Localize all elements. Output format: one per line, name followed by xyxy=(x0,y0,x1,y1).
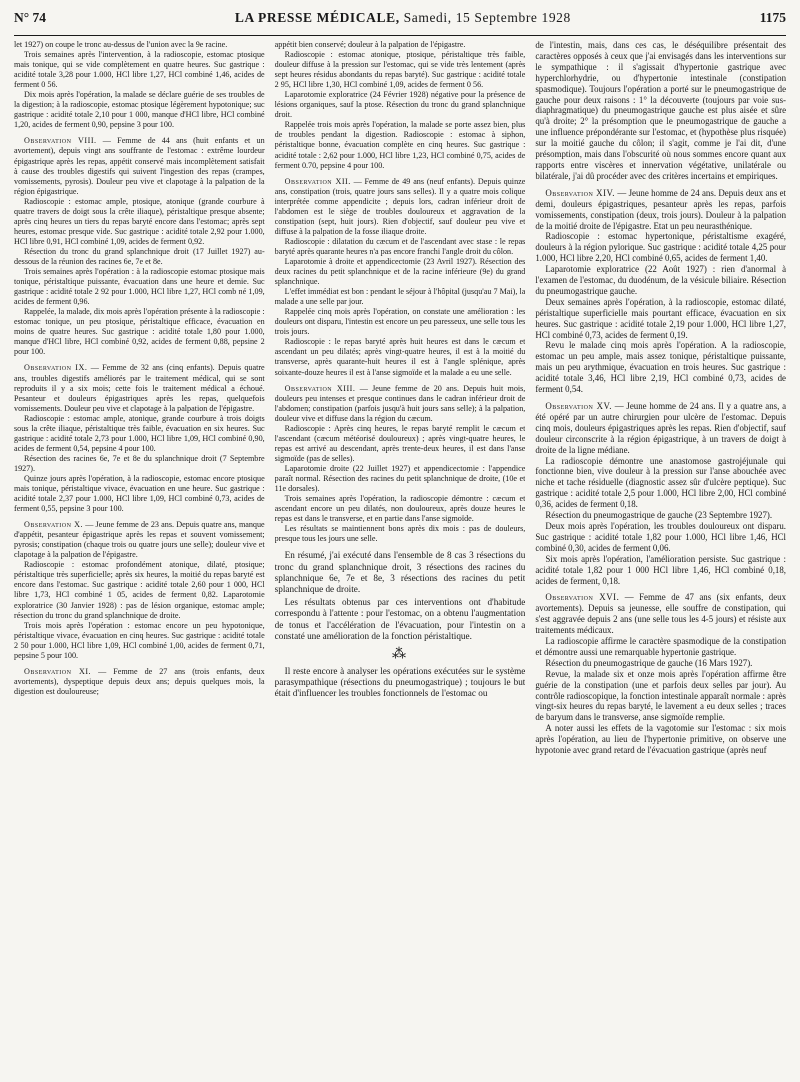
paragraph-text: — Jeune femme de 20 ans. Depuis huit mois, douleurs peu intenses et presque continues dans le cadran inférieur droit de l'abdomen; constipation (parfois jusqu'à huit jours sans selle); à la palpation, douleur vive et diffuse dans la région du cæcum. xyxy=(274,383,526,423)
paragraph-text: Résection du pneumogastrique de gauche (23 Septembre 1927). xyxy=(545,510,773,521)
body-paragraph xyxy=(535,554,786,587)
body-paragraph xyxy=(14,414,265,454)
body-paragraph xyxy=(275,90,526,120)
body-paragraph xyxy=(275,597,526,642)
body-paragraph xyxy=(14,90,265,130)
observation-paragraph xyxy=(535,401,786,456)
body-paragraph xyxy=(535,40,786,182)
paragraph-text: Radioscopie : dilatation du cæcum et de l'ascendant avec stase : le repas baryté après quarante heures n'a pas encore franchi l'angle droit du côlon. xyxy=(274,236,526,256)
observation-paragraph xyxy=(14,520,265,560)
body-paragraph xyxy=(275,666,526,700)
paragraph-text: Dix mois après l'opération, la malade se déclare guérie de ses troubles de la digestion; à la radioscopie, estomac ptosique légèrement hypotonique; suc gastrique : acidité totale 2,10 pour 1 000, manque d'HCl libre, HCl combiné 1,20, acides de ferment 0,90, pepsine 3 pour 100. xyxy=(14,90,265,130)
paragraph-text: Laparotomie exploratrice (22 Août 1927) : rien d'anormal à l'examen de l'estomac, du duodénum, de la vésicule biliaire. Résection du pneumogastrique gauche. xyxy=(535,264,787,296)
text-columns xyxy=(14,40,786,1076)
paragraph-text: — Femme de 47 ans (six enfants, deux avortements). Depuis sa jeunesse, elle souffre de constipation, qui s'est aggravée depuis 2 ans (une selle tous les 4-5 jours) et résiste aux traitements médicaux. xyxy=(535,592,787,636)
paragraph-text: Il reste encore à analyser les opérations exécutées sur le système parasympathique (résections du pneumogastrique) ; toujours le but était d'influencer les troubles fonctionnels de l'estomac ou xyxy=(274,665,526,699)
paragraph-text: Revue, la malade six et onze mois après l'opération affirme être guérie de la constipation (une et parfois deux selles par jour). Au contrôle radioscopique, la fonction intestinale apparaît normale : après vingt-six heures du repas baryté, le lavement a eu deux selles ; traces de baryum dans le transverse, anse sigmoïde remplie. xyxy=(535,668,787,723)
paragraph-text: Résection du tronc du grand splanchnique droit (17 Juillet 1927) au-dessous de la réunion des racines 6e, 7e et 8e. xyxy=(14,246,265,266)
body-paragraph xyxy=(535,264,786,297)
paragraph-text: Radioscopie : le repas baryté après huit heures est dans le cæcum et ascendant un peu dilatés; après vingt-quatre heures, il est à la moitié du transverse, après quarante-huit heures il est à l'angle splénique, après soixante-douze heures il est à l'anse sigmoïde et la malade a eu une selle. xyxy=(274,337,526,377)
journal-name: LA PRESSE MÉDICALE, xyxy=(234,10,400,25)
paragraph-text: Trois semaines après l'intervention, à la radioscopie, estomac ptosique mais tonique, qui se vide complètement en quatre heures. Suc gastrique : acidité totale 3,28 pour 1.000, HCl libre 1,27, HCl combiné 1,46, acides de ferment 0 56. xyxy=(14,50,265,90)
paragraph-text: ⁂ xyxy=(392,646,408,662)
body-paragraph xyxy=(14,40,265,50)
body-paragraph xyxy=(275,524,526,544)
issue-number: N° 74 xyxy=(14,10,47,25)
body-paragraph xyxy=(14,247,265,267)
paragraph-text: Radioscopie : estomac profondément atonique, dilaté, ptosique; péristaltique très superficielle; après six heures, la moitié du repas baryté est encore dans l'estomac. Suc gastrique : acidité totale 2,60 pour 1 000, HCl libre 1,73, HCl combiné 1 05, acides de ferment 0,82. Laparotomie exploratrice (30 Janvier 1928) : pas de lésion organique, estomac ample; résection du tronc du grand splanchnique de droite. xyxy=(14,560,265,620)
paragraph-text: Les résultats se maintiennent bons après dix mois : pas de douleurs, presque tous les jours une selle. xyxy=(274,524,526,544)
body-paragraph xyxy=(275,464,526,494)
paragraph-text: Deux mois après l'opération, les troubles douloureux ont disparu. Suc gastrique : acidité totale 1,82 pour 1.000, HCl libre 1,46, HCl combiné 0,30, acides de ferment 0,06. xyxy=(535,520,787,553)
observation-heading: Observation XIV. xyxy=(545,187,616,198)
body-paragraph xyxy=(535,521,786,554)
body-paragraph xyxy=(275,494,526,524)
body-paragraph xyxy=(535,658,786,669)
paragraph-text: L'effet immédiat est bon : pendant le séjour à l'hôpital (jusqu'au 7 Mai), la malade a une selle par jour. xyxy=(274,287,526,307)
paragraph-text: Radioscopie : estomac ample, atonique, grande courbure à trois doigts sous la crête iliaque, péristaltique très faible, évacuation en six heures. Suc gastrique : acidité totale 2,73 pour 1.000, HCl libre 1,09, HCl combiné 0,90, acides de ferment 0,54, pepsine 4 pour 100. xyxy=(14,413,265,453)
column-right xyxy=(535,40,786,1076)
body-paragraph xyxy=(275,257,526,287)
paragraph-text: En résumé, j'ai exécuté dans l'ensemble de 8 cas 3 résections du tronc du grand splanchnique droit, 3 résections des racines du splanchnique 6e, 7e et 8e, 3 résections des racines du petit splanchnique de droite. xyxy=(274,550,526,594)
paragraph-text: — Femme de 32 ans (cinq enfants). Depuis quatre ans, troubles digestifs améliorés par le traitement médical, qui se sont reproduits il y a six mois; cette fois le traitement médical a échoué. Pesanteur et douleurs épigastriques après les repas, quelquefois vomissements. Douleur peu vive et clapotage à la palpation de l'épigastre. xyxy=(14,363,265,413)
page-header xyxy=(14,10,786,36)
observation-heading: Observation XII. xyxy=(284,176,351,186)
body-paragraph xyxy=(275,337,526,377)
paragraph-text: Résection du pneumogastrique de gauche (16 Mars 1927). xyxy=(545,657,753,668)
body-paragraph xyxy=(535,340,786,395)
body-paragraph xyxy=(14,454,265,474)
paragraph-text: Laparotomie droite (22 Juillet 1927) et appendicectomie : l'appendice paraît normal. Résection des racines du petit splanchnique de droite, (10e et 11e dorsales). xyxy=(274,463,526,494)
body-paragraph xyxy=(14,307,265,357)
paragraph-text: Radioscopie : estomac atonique, ptosique, péristaltique très faible, douleur diffuse à la pression sur l'estomac, qui se vide très lentement (après sept heures résidus abondants du repas baryté). Suc gastrique : acidité totale 2 95, HCl libre 1,30, HCl combiné 1,09, acides de ferment 0 56. xyxy=(274,50,526,90)
paragraph-text: — Jeune homme de 24 ans. Depuis deux ans et demi, douleurs épigastriques, pesanteur après les repas, parfois vomissements, constipation (deux, trois jours). Douleur à la palpation de la moitié droite de l'épigastre. Etat un peu neurasthénique. xyxy=(535,187,787,231)
body-paragraph xyxy=(14,474,265,514)
body-paragraph xyxy=(535,297,786,341)
paragraph-text: Résection des racines 6e, 7e et 8e du splanchnique droit (7 Septembre 1927). xyxy=(14,453,265,473)
observation-heading: Observation XI. xyxy=(24,666,92,676)
observation-heading: Observation X. xyxy=(24,520,84,530)
paragraph-text: — Jeune femme de 23 ans. Depuis quatre ans, manque d'appétit, pesanteur épigastrique après les repas et souvent vomissement; pyrosis; constipation (chaque trois ou quatre jours une selle); douleur vive et clapotage à la palpation de l'épigastre. xyxy=(14,520,265,560)
paragraph-text: let 1927) on coupe le tronc au-dessus de l'union avec la 9e racine. xyxy=(14,40,228,49)
paragraph-text: La radioscopie affirme le caractère spasmodique de la constipation et démontre aussi une remarquable hypertonie gastrique. xyxy=(535,636,787,657)
body-paragraph xyxy=(275,50,526,90)
paragraph-text: Deux semaines après l'opération, à la radioscopie, estomac dilaté, péristaltique superficielle mais pourtant efficace, évacuation en six heures. Suc gastrique : acidité totale 2,19 pour 1.000, HCl libre 1,27, HCl combiné 0,73, acides de ferment 0,19. xyxy=(535,296,787,340)
observation-heading: Observation XVI. xyxy=(545,592,620,603)
column-left xyxy=(14,40,265,1076)
body-paragraph xyxy=(14,267,265,307)
paragraph-text: Quinze jours après l'opération, à la radioscopie, estomac encore ptosique mais tonique, péristaltique vivace, évacuation en une heure. Suc gastrique : acidité totale 2,37 pour 1.000, HCl libre 1,09, HCl combiné 0,73, acides de ferment 0,55, pepsine 3 pour 100. xyxy=(14,473,265,514)
observation-heading: Observation VIII. xyxy=(24,136,97,146)
body-paragraph xyxy=(275,120,526,170)
body-paragraph xyxy=(14,50,265,90)
body-paragraph xyxy=(275,550,526,595)
page-number: 1175 xyxy=(759,10,786,25)
observation-paragraph xyxy=(14,136,265,196)
body-paragraph xyxy=(14,621,265,661)
paragraph-text: Radioscopie : Après cinq heures, le repas baryté remplit le cæcum et l'ascendant (cæcum météorisé douloureux) ; après vingt-quatre heures, le repas est arrivé au descendant, après trente-deux heures, il est dans l'anse sigmoïde (pas de selles). xyxy=(274,423,526,463)
paragraph-text: Laparotomie à droite et appendicectomie (23 Avril 1927). Résection des deux racines du petit splanchnique et de la racine inférieure (9e) du grand splanchnique. xyxy=(274,256,526,287)
body-paragraph xyxy=(275,424,526,464)
observation-paragraph xyxy=(14,667,265,697)
body-paragraph xyxy=(275,40,526,50)
paragraph-text: Radioscopie : estomac ample, ptosique, atonique (grande courbure à quatre travers de doigt sous la crête iliaque), péristaltique presque absente; après cinq heures un tiers du repas baryté encore dans l'estomac; après sept heures, estomac presque vide. Suc gastrique : acidité totale 2,92 pour 1.000, HCl libre 0,91, HCl combiné 1,09, acides de ferment 0,92. xyxy=(14,196,265,246)
body-paragraph xyxy=(535,669,786,724)
paragraph-text: Rappelée trois mois après l'opération, la malade se porte assez bien, plus de troubles pendant la digestion. Radioscopie : estomac à siphon, péristaltique bonne, évacuation complète en cinq heures. Suc gastrique : acidité totale : 2,62 pour 1.000, HCl libre 1,23, HCl combiné 0,75, acides de ferment 0.70, pepsine 4 pour 100. xyxy=(274,120,526,170)
section-separator-stars xyxy=(275,646,526,662)
paragraph-text: Radioscopie : estomac hypertonique, péristaltisme exagéré, douleurs à la région pylorique. Suc gastrique : acidité totale 4,25 pour 1.000, HCl libre 2,20, HCl combiné 0,65, acides de ferment 1,40. xyxy=(535,231,787,264)
issue-date: Samedi, 15 Septembre 1928 xyxy=(403,10,571,25)
observation-heading: Observation XV. xyxy=(545,401,612,411)
paragraph-text: Laparotomie exploratrice (24 Février 1928) négative pour la présence de lésions organiques, sauf la ptose. Résection du tronc du grand splanchnique droit. xyxy=(274,90,526,120)
body-paragraph xyxy=(535,231,786,264)
observation-paragraph xyxy=(14,363,265,413)
paragraph-text: appétit bien conservé; douleur à la palpation de l'épigastre. xyxy=(274,40,466,49)
paragraph-text: Trois semaines après l'opération, la radioscopie démontre : cæcum et ascendant encore un peu dilatés, non douloureux, après douze heures le repas est dans le transverse, et en partie dans l'anse sigmoïde. xyxy=(274,494,526,524)
paragraph-text: Six mois après l'opération, l'amélioration persiste. Suc gastrique : acidité totale 1,82 pour 1 000 HCl libre 1,46, HCl combiné 0,18, acides de ferment, 0,18. xyxy=(535,553,787,586)
paragraph-text: de l'intestin, mais, dans ces cas, le déséquilibre présentait des caractères opposés à ceux que j'ai envisagés dans les interventions sur le sympathique : il s'agissait d'hypertonie gastrique avec hyperchlorhydrie, ou d'hypertonie intestinale (constipation spasmodique). Toujours l'opération a porté sur le pneumogastrique de gauche pour deux raisons : 1° la découverte (toujours par voie sus-diaphragmatique) du pneumogastrique gauche est plus aisée et sûre qu'à droite; 2° la présomption que le pneumogastrique de gauche a une influence prépondérante sur l'estomac, et (hypothèse plus risquée) sur la moitié gauche du côlon; il s'agit, comme je l'ai dit, d'une présomption, mais dans l'obscurité où nous sommes encore quant aux rapports entre viscères et innervation végétative, unilatérale ou bilatérale, j'ai dû procéder avec des critères incertains et empiriques. xyxy=(535,40,787,181)
paragraph-text: La radioscopie démontre une anastomose gastrojéjunale qui fonctionne bien, vive douleur à la pression sur l'anse abouchée avec niche et tache résiduelle (diagnostic assez sûr d'ulcère peptique). Suc gastrique : acidité totale 2,5 pour 1.000, HCl libre 2,00, HCl combiné 0,36, acides de ferment 0,18. xyxy=(535,455,787,510)
paragraph-text: — Femme de 44 ans (huit enfants et un avortement), depuis vingt ans souffrante de l'estomac : extrême lourdeur épigastrique après les repas, appétit conservé mais incomplètement satisfait à cause des troubles digestifs qui suivent l'ingestion des repas (crampes, vomissements, pyrosis). Douleur peu vive et clapotage à la palpation de la région épigastrique. xyxy=(14,136,265,196)
body-paragraph xyxy=(535,456,786,511)
observation-heading: Observation IX. xyxy=(24,363,88,373)
body-paragraph xyxy=(535,636,786,658)
paragraph-text: — Femme de 49 ans (neuf enfants). Depuis quinze ans, constipation (trois, quatre jours sans selles). Il y a quatre mois colique interprétée comme appendicite ; depuis lors, cadran inférieur droit de l'abdomen est le siège de troubles douloureux et aggravation de la constipation (sept, huit jours). Rien d'objectif, sauf douleur peu vive et diffuse à la palpation de la fosse iliaque droite. xyxy=(274,176,526,236)
observation-paragraph xyxy=(275,384,526,424)
body-paragraph xyxy=(275,237,526,257)
body-paragraph xyxy=(275,307,526,337)
paragraph-text: Rappelée cinq mois après l'opération, on constate une amélioration : les douleurs ont disparu, l'intestin est encore un peu paresseux, une selle tous les trois jours. xyxy=(274,307,526,337)
paragraph-text: Les résultats obtenus par ces interventions ont d'habitude correspondu à l'attente : pour l'estomac, on a obtenu l'augmentation de tonus et l'accélération de l'évacuation, pour l'intestin on a constaté une amélioration de la fonction péristaltique. xyxy=(274,597,526,641)
paragraph-text: A noter aussi les effets de la vagotomie sur l'estomac : six mois après l'opération, au lieu de l'hypertonie primitive, on observe une hypotonie avec grand retard de l'évacuation gastrique (après neuf xyxy=(535,723,787,756)
paragraph-text: Trois semaines après l'opération : à la radioscopie estomac ptosique mais tonique, péristaltique puissante, évacuation dans une heure et demie. Suc gastrique : acidité totale 2 92 pour 1.000, HCl libre 1,27, HCl comb né 1,09, acides de ferment 0,96. xyxy=(14,267,265,307)
paragraph-text: Trois mois après l'opération : estomac encore un peu hypotonique, péristaltique vivace, évacuation en cinq heures. Suc gastrique : acidité totale 2 50 pour 1.000, HCl libre 1,09, HCl combiné 1,00, acides de ferment 0,71, pepsine 5 pour 100. xyxy=(14,620,265,660)
paragraph-text: Revu le malade cinq mois après l'opération. A la radioscopie, estomac un peu ample, mais assez tonique, péristaltique puissante, mais un peu arythmique, évacuation en trois heures. Suc gastrique : acidité totale 3,46, HCl libre 2,19, HCl combiné 0,73, acides de ferment 0,54. xyxy=(535,340,787,395)
paragraph-text: — Jeune homme de 24 ans. Il y a quatre ans, a été opéré par un autre chirurgien pour ulcère de l'estomac. Depuis cinq mois, douleurs épigastriques après les repas. Rien d'objectif, sauf douleur circonscrite à la région épigastrique, à un travers de doigt à droite de la ligne médiane. xyxy=(535,401,787,455)
observation-paragraph xyxy=(275,177,526,237)
paragraph-text: Rappelée, la malade, dix mois après l'opération présente à la radioscopie : estomac tonique, un peu ptosique, péristaltique efficace, évacuation en moins de quatre heures. Suc gastrique : acidité totale 1,80 pour 1.000, manque d'HCl libre, HCl combiné 0,92, acides de ferment 0,88, pepsine 2 pour 100. xyxy=(14,307,265,357)
running-title xyxy=(235,10,571,26)
observation-heading: Observation XIII. xyxy=(284,383,356,393)
body-paragraph xyxy=(275,287,526,307)
observation-paragraph xyxy=(535,188,786,232)
column-middle xyxy=(275,40,526,1076)
body-paragraph xyxy=(14,560,265,620)
observation-paragraph xyxy=(535,592,786,636)
body-paragraph xyxy=(535,510,786,521)
paragraph-text: — Femme de 27 ans (trois enfants, deux avortements), dyspeptique depuis deux ans; depuis quelques mois, la digestion est douloureuse; xyxy=(14,666,265,696)
body-paragraph xyxy=(535,723,786,756)
body-paragraph xyxy=(14,197,265,247)
